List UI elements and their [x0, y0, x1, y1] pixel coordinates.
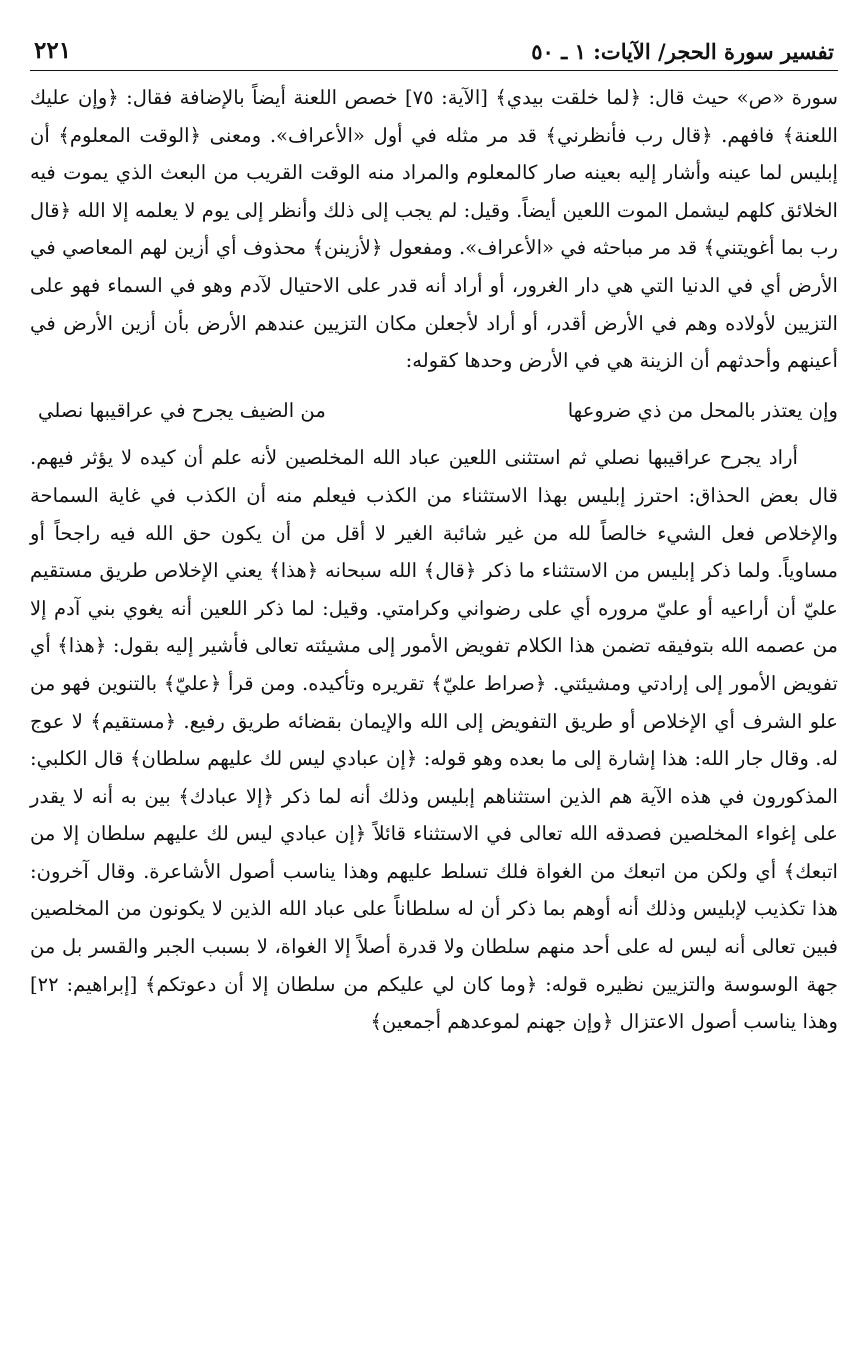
- page-number: ٢٢١: [34, 37, 72, 64]
- running-title: تفسير سورة الحجر/ الآيات: ١ ـ ٥٠: [531, 39, 834, 64]
- main-text: [30, 79, 838, 380]
- verse-first-hemistich: وإن يعتذر بالمحل من ذي ضروعها: [567, 398, 838, 422]
- paragraph-1: سورة «ص» حيث قال: ﴿لما خلقت بيدي﴾ [الآية: ٧٥] خصص اللعنة أيضاً بالإضافة فقال: ﴿وإن عليك اللعنة﴾ فافهم. ﴿قال رب فأنظرني﴾ قد مر مثله في أول «الأعراف». ومعنى ﴿الوقت المعلوم﴾ أن إبليس لما عينه وأشار إليه بعينه صار كالمعلوم والمراد منه الوقت القريب من البعث الذي يموت فيه الخلائق كلهم ليشمل الموت اللعين أيضاً. وقيل: لم يجب إلى ذلك وأنظر إلى يوم لا يعلمه إلا الله ﴿قال رب بما أغويتني﴾ قد مر مباحثه في «الأعراف». ومفعول ﴿لأزينن﴾ محذوف أي أزين لهم المعاصي في الأرض أي في الدنيا التي هي دار الغرور، أو أراد أنه قدر على الاحتيال لآدم وهو في السماء فهو على التزيين لأولاده وهم في الأرض أقدر، أو أراد لأجعلن مكان التزيين عندهم الأرض بأن أزين الأرض في أعينهم وأحدثهم أن الزينة هي في الأرض وحدها كقوله:: [30, 86, 838, 373]
- poetry-verse: [30, 392, 838, 430]
- paragraph-2: أراد يجرح عراقيبها نصلي ثم استثنى اللعين عباد الله المخلصين لأنه علم أن كيده لا يؤثر فيهم. قال بعض الحذاق: احترز إبليس بهذا الاستثناء من الكذب فيعلم منه أن الكذب في غاية السماحة والإخلاص فعل الشيء خالصاً لله من غير شائبة الغير لا أقل من أن يكون حق الله فيه راجحاً أو مساوياً. ولما ذكر إبليس من الاستثناء ما ذكر ﴿قال﴾ الله سبحانه ﴿هذا﴾ يعني الإخلاص طريق مستقيم عليّ أن أراعيه أو عليّ مروره أي على رضواني وكرامتي. وقيل: لما ذكر اللعين أنه يغوي بني آدم إلا من عصمه الله بتوفيقه تضمن هذا الكلام تفويض الأمور إلى مشيئته تعالى فأشير إليه بقول: ﴿هذا﴾ أي تفويض الأمور إلى إرادتي ومشيئتي. ﴿صراط عليّ﴾ تقريره وتأكيده. ومن قرأ ﴿عليّ﴾ بالتنوين فهو من علو الشرف أي الإخلاص أو طريق التفويض إلى الله والإيمان بقضائه طريق رفيع. ﴿مستقيم﴾ لا عوج له. وقال جار الله: هذا إشارة إلى ما بعده وهو قوله: ﴿إن عبادي ليس لك عليهم سلطان﴾ قال الكلبي: المذكورون في هذه الآية هم الذين استثناهم إبليس وذلك أنه لما ذكر ﴿إلا عبادك﴾ بين به أنه لا يقدر على إغواء المخلصين فصدقه الله تعالى في الاستثناء قائلاً ﴿إن عبادي ليس لك عليهم سلطان إلا من اتبعك﴾ أي ولكن من اتبعك من الغواة فلك تسلط عليهم وهذا يناسب أصول الأشاعرة. وقال آخرون: هذا تكذيب لإبليس وذلك أنه أوهم بما ذكر أن له سلطاناً على عباد الله الذين لا يكونون من المخلصين فبين تعالى أنه ليس له على أحد منهم سلطان ولا قدرة أصلاً إلا الغواة، لا بسبب الجبر والقسر بل من جهة الوسوسة والتزيين نظيره قوله: ﴿وما كان لي عليكم من سلطان إلا أن دعوتكم﴾ [إبراهيم: ٢٢] وهذا يناسب أصول الاعتزال ﴿وإن جهنم لموعدهم أجمعين﴾: [30, 446, 838, 1034]
- main-text-continued: [30, 439, 838, 1041]
- verse-second-hemistich: من الضيف يجرح في عراقيبها نصلي: [38, 398, 326, 422]
- book-page: [30, 30, 838, 1280]
- running-header: [30, 30, 838, 71]
